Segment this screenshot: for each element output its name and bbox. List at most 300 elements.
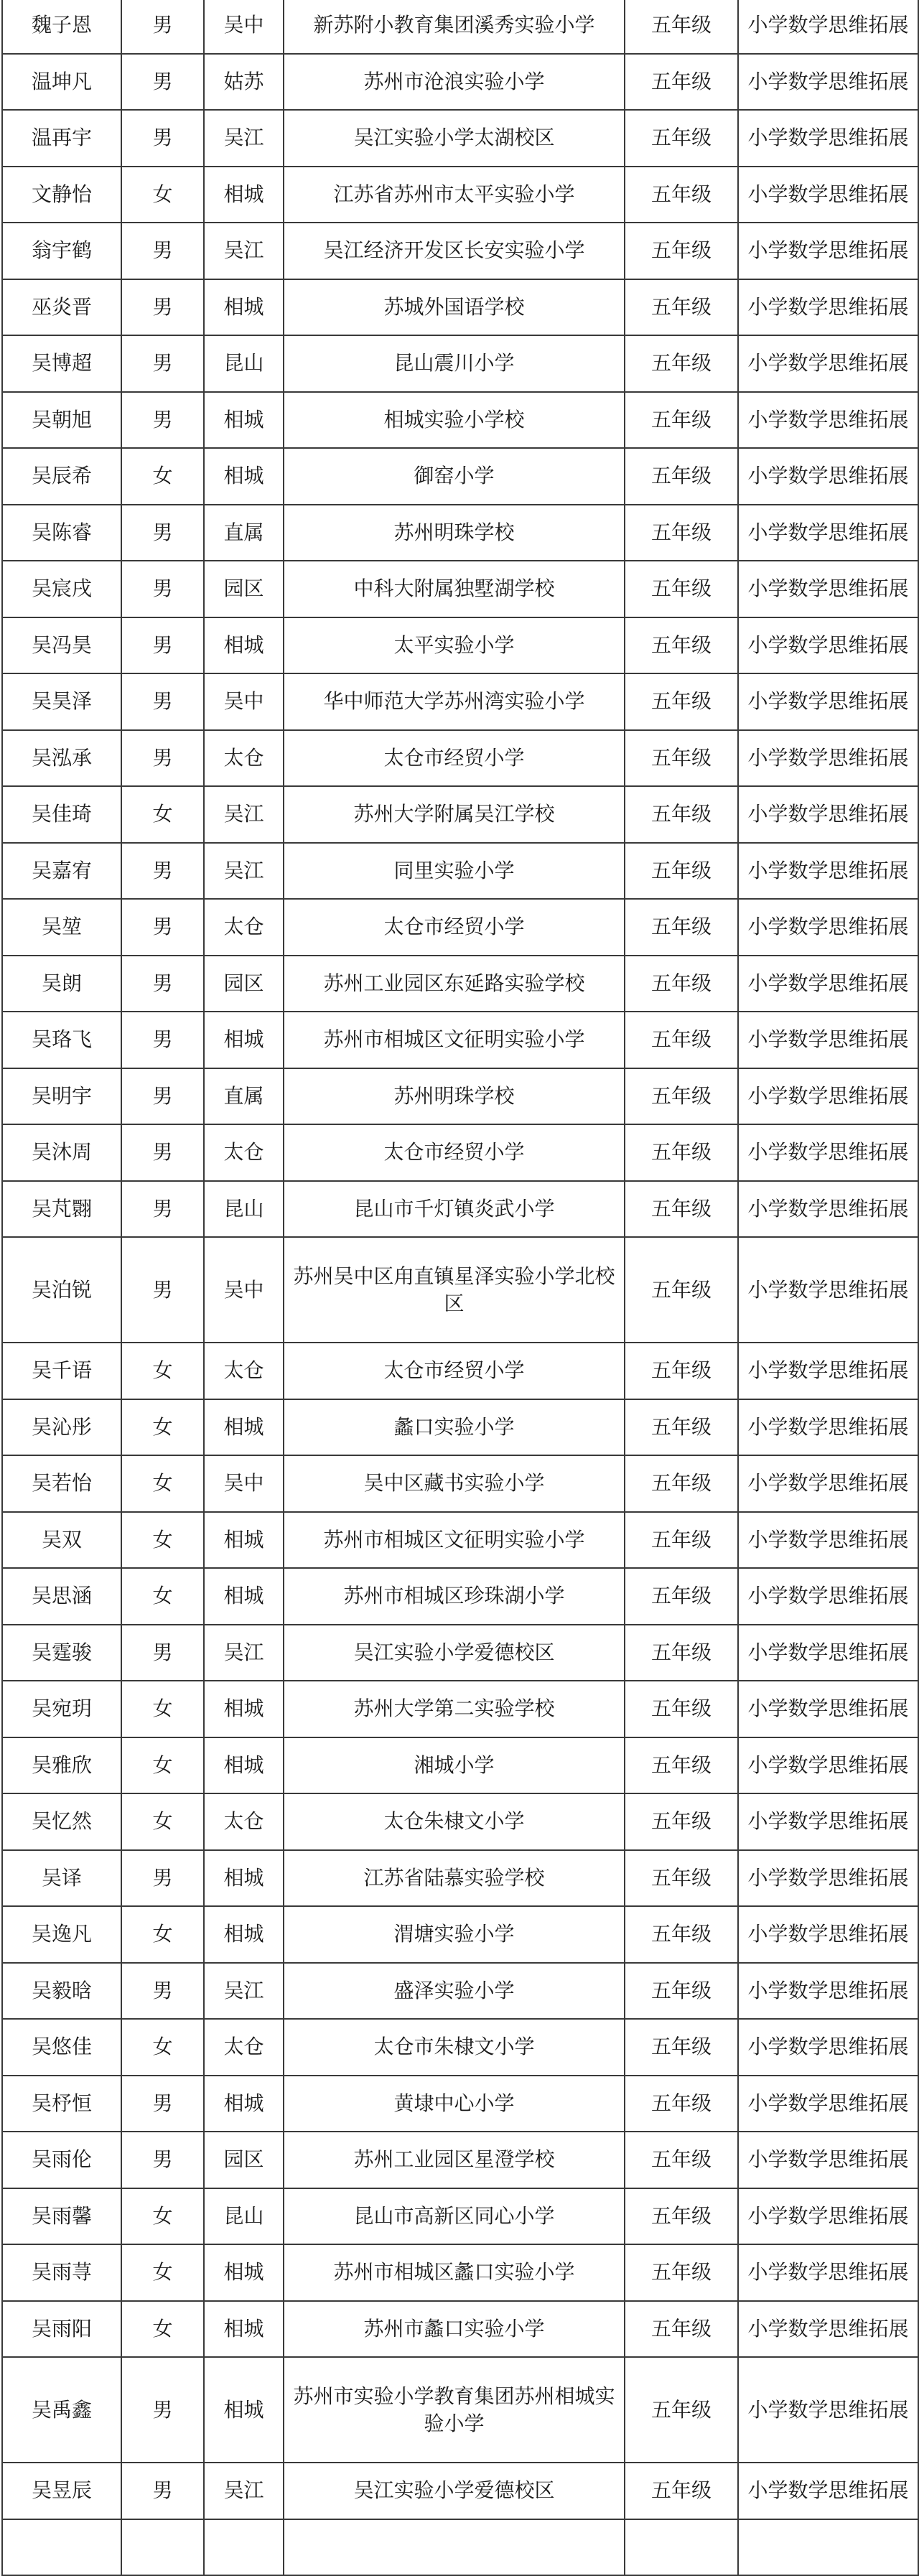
student-name-cell: 巫炎晋 (2, 279, 121, 336)
student-name-cell: 吴泊锐 (2, 1237, 121, 1343)
table-row (2, 448, 918, 505)
gender-cell: 男 (121, 1625, 204, 1681)
course-cell: 小学数学思维拓展 (738, 1963, 918, 2020)
table-row (2, 335, 918, 392)
school-cell: 华中师范大学苏州湾实验小学 (284, 673, 625, 730)
gender-cell: 女 (121, 2301, 204, 2358)
student-name-cell: 吴杼恒 (2, 2076, 121, 2132)
table-row (2, 786, 918, 843)
course-cell: 小学数学思维拓展 (738, 1237, 918, 1343)
grade-cell: 五年级 (625, 448, 738, 505)
course-cell: 小学数学思维拓展 (738, 2301, 918, 2358)
grade-cell: 五年级 (625, 786, 738, 843)
table-row (2, 2519, 918, 2576)
grade-cell: 五年级 (625, 617, 738, 674)
table-row (2, 2301, 918, 2358)
district-cell: 吴中 (204, 1237, 284, 1343)
school-cell: 黄埭中心小学 (284, 2076, 625, 2132)
gender-cell: 男 (121, 335, 204, 392)
course-cell: 小学数学思维拓展 (738, 1906, 918, 1963)
course-cell: 小学数学思维拓展 (738, 617, 918, 674)
student-name-cell: 吴泓承 (2, 730, 121, 787)
course-cell: 小学数学思维拓展 (738, 1625, 918, 1681)
student-name-cell: 吴博超 (2, 335, 121, 392)
district-cell: 太仓 (204, 1124, 284, 1181)
grade-cell: 五年级 (625, 1399, 738, 1456)
grade-cell: 五年级 (625, 1012, 738, 1068)
table-row (2, 2076, 918, 2132)
grade-cell: 五年级 (625, 1963, 738, 2020)
course-cell: 小学数学思维拓展 (738, 2076, 918, 2132)
table-row (2, 1793, 918, 1850)
grade-cell: 五年级 (625, 223, 738, 279)
district-cell: 吴中 (204, 0, 284, 54)
school-cell: 相城实验小学校 (284, 392, 625, 449)
school-cell: 苏州工业园区星澄学校 (284, 2132, 625, 2188)
gender-cell: 女 (121, 2244, 204, 2301)
student-name-cell: 吴嘉宥 (2, 843, 121, 900)
table-row (2, 1455, 918, 1512)
district-cell: 相城 (204, 1906, 284, 1963)
table-row (2, 1068, 918, 1125)
district-cell: 相城 (204, 1568, 284, 1625)
course-cell: 小学数学思维拓展 (738, 2463, 918, 2519)
grade-cell: 五年级 (625, 1455, 738, 1512)
district-cell: 相城 (204, 2244, 284, 2301)
course-cell: 小学数学思维拓展 (738, 110, 918, 167)
student-name-cell: 魏子恩 (2, 0, 121, 54)
gender-cell: 女 (121, 1793, 204, 1850)
student-name-cell: 吴沐周 (2, 1124, 121, 1181)
course-cell: 小学数学思维拓展 (738, 223, 918, 279)
grade-cell: 五年级 (625, 392, 738, 449)
district-cell: 吴江 (204, 2463, 284, 2519)
grade-cell: 五年级 (625, 899, 738, 956)
grade-cell: 五年级 (625, 1512, 738, 1569)
table-row (2, 899, 918, 956)
gender-cell: 男 (121, 1068, 204, 1125)
district-cell: 相城 (204, 1737, 284, 1794)
district-cell: 相城 (204, 1512, 284, 1569)
course-cell: 小学数学思维拓展 (738, 2188, 918, 2245)
table-row (2, 1625, 918, 1681)
student-name-cell: 吴昱辰 (2, 2463, 121, 2519)
student-name-cell (2, 2519, 121, 2576)
grade-cell: 五年级 (625, 843, 738, 900)
school-cell: 苏州市相城区文征明实验小学 (284, 1512, 625, 1569)
grade-cell: 五年级 (625, 0, 738, 54)
student-name-cell: 吴宛玥 (2, 1681, 121, 1737)
grade-cell: 五年级 (625, 1850, 738, 1907)
gender-cell: 女 (121, 1568, 204, 1625)
grade-cell: 五年级 (625, 2188, 738, 2245)
course-cell: 小学数学思维拓展 (738, 899, 918, 956)
student-name-cell: 吴明宇 (2, 1068, 121, 1125)
student-name-cell: 吴佳琦 (2, 786, 121, 843)
roster-body (2, 0, 918, 2575)
course-cell: 小学数学思维拓展 (738, 2019, 918, 2076)
gender-cell: 男 (121, 223, 204, 279)
course-cell: 小学数学思维拓展 (738, 279, 918, 336)
student-name-cell: 吴思涵 (2, 1568, 121, 1625)
grade-cell: 五年级 (625, 1625, 738, 1681)
district-cell: 吴江 (204, 843, 284, 900)
district-cell: 园区 (204, 956, 284, 1012)
table-row (2, 1568, 918, 1625)
district-cell: 吴中 (204, 1455, 284, 1512)
grade-cell: 五年级 (625, 1068, 738, 1125)
student-name-cell: 吴若怡 (2, 1455, 121, 1512)
gender-cell: 男 (121, 0, 204, 54)
grade-cell: 五年级 (625, 1181, 738, 1238)
school-cell: 苏州大学附属吴江学校 (284, 786, 625, 843)
student-name-cell: 吴芃翾 (2, 1181, 121, 1238)
district-cell: 相城 (204, 1012, 284, 1068)
student-name-cell: 吴辰希 (2, 448, 121, 505)
gender-cell: 男 (121, 899, 204, 956)
school-cell: 昆山市高新区同心小学 (284, 2188, 625, 2245)
table-row (2, 1681, 918, 1737)
table-row (2, 1512, 918, 1569)
table-row (2, 1012, 918, 1068)
course-cell: 小学数学思维拓展 (738, 167, 918, 223)
gender-cell: 男 (121, 1963, 204, 2020)
district-cell: 太仓 (204, 899, 284, 956)
course-cell: 小学数学思维拓展 (738, 1399, 918, 1456)
district-cell: 相城 (204, 279, 284, 336)
district-cell: 吴江 (204, 1963, 284, 2020)
student-name-cell: 吴悠佳 (2, 2019, 121, 2076)
gender-cell: 男 (121, 561, 204, 617)
course-cell: 小学数学思维拓展 (738, 843, 918, 900)
grade-cell: 五年级 (625, 956, 738, 1012)
course-cell: 小学数学思维拓展 (738, 956, 918, 1012)
course-cell (738, 2519, 918, 2576)
district-cell: 相城 (204, 2301, 284, 2358)
table-row (2, 1343, 918, 1399)
district-cell: 吴中 (204, 673, 284, 730)
student-name-cell: 吴昊泽 (2, 673, 121, 730)
course-cell: 小学数学思维拓展 (738, 786, 918, 843)
student-name-cell: 吴沁彤 (2, 1399, 121, 1456)
school-cell: 太仓市经贸小学 (284, 730, 625, 787)
student-name-cell: 吴冯昊 (2, 617, 121, 674)
table-row (2, 0, 918, 54)
district-cell: 太仓 (204, 1793, 284, 1850)
district-cell: 园区 (204, 561, 284, 617)
school-cell: 太平实验小学 (284, 617, 625, 674)
course-cell: 小学数学思维拓展 (738, 2244, 918, 2301)
school-cell: 苏州市沧浪实验小学 (284, 54, 625, 111)
gender-cell: 男 (121, 673, 204, 730)
gender-cell: 女 (121, 2188, 204, 2245)
gender-cell: 女 (121, 167, 204, 223)
school-cell: 盛泽实验小学 (284, 1963, 625, 2020)
course-cell: 小学数学思维拓展 (738, 2132, 918, 2188)
student-name-cell: 翁宇鹤 (2, 223, 121, 279)
gender-cell: 男 (121, 2463, 204, 2519)
gender-cell: 女 (121, 1906, 204, 1963)
district-cell: 相城 (204, 448, 284, 505)
course-cell: 小学数学思维拓展 (738, 2357, 918, 2463)
student-name-cell: 吴陈睿 (2, 505, 121, 561)
gender-cell: 男 (121, 1012, 204, 1068)
school-cell: 昆山市千灯镇炎武小学 (284, 1181, 625, 1238)
gender-cell: 女 (121, 1399, 204, 1456)
gender-cell: 男 (121, 843, 204, 900)
table-row (2, 1963, 918, 2020)
student-name-cell: 吴译 (2, 1850, 121, 1907)
grade-cell: 五年级 (625, 1681, 738, 1737)
grade-cell: 五年级 (625, 1793, 738, 1850)
table-row (2, 1181, 918, 1238)
school-cell: 渭塘实验小学 (284, 1906, 625, 1963)
student-name-cell: 吴堃 (2, 899, 121, 956)
table-row (2, 279, 918, 336)
table-row (2, 1399, 918, 1456)
grade-cell: 五年级 (625, 2244, 738, 2301)
table-row (2, 1237, 918, 1343)
student-name-cell: 吴朗 (2, 956, 121, 1012)
district-cell: 太仓 (204, 1343, 284, 1399)
student-name-cell: 吴朝旭 (2, 392, 121, 449)
student-name-cell: 吴毅晗 (2, 1963, 121, 2020)
district-cell (204, 2519, 284, 2576)
district-cell: 相城 (204, 392, 284, 449)
school-cell: 太仓朱棣文小学 (284, 1793, 625, 1850)
district-cell: 昆山 (204, 2188, 284, 2245)
course-cell: 小学数学思维拓展 (738, 1455, 918, 1512)
student-name-cell: 吴逸凡 (2, 1906, 121, 1963)
grade-cell: 五年级 (625, 2301, 738, 2358)
gender-cell: 男 (121, 1181, 204, 1238)
table-row (2, 392, 918, 449)
gender-cell: 女 (121, 1343, 204, 1399)
gender-cell: 男 (121, 2132, 204, 2188)
table-row (2, 561, 918, 617)
student-name-cell: 吴禹鑫 (2, 2357, 121, 2463)
school-cell: 苏州明珠学校 (284, 1068, 625, 1125)
district-cell: 直属 (204, 505, 284, 561)
school-cell: 苏州市相城区珍珠湖小学 (284, 1568, 625, 1625)
gender-cell: 男 (121, 279, 204, 336)
school-cell: 太仓市经贸小学 (284, 899, 625, 956)
gender-cell: 男 (121, 1237, 204, 1343)
gender-cell: 女 (121, 1455, 204, 1512)
school-cell: 苏州吴中区甪直镇星泽实验小学北校区 (284, 1237, 625, 1343)
table-row (2, 673, 918, 730)
student-name-cell: 温再宇 (2, 110, 121, 167)
table-row (2, 1850, 918, 1907)
district-cell: 吴江 (204, 223, 284, 279)
course-cell: 小学数学思维拓展 (738, 730, 918, 787)
table-row (2, 956, 918, 1012)
district-cell: 吴江 (204, 786, 284, 843)
course-cell: 小学数学思维拓展 (738, 54, 918, 111)
student-name-cell: 吴雨阳 (2, 2301, 121, 2358)
district-cell: 园区 (204, 2132, 284, 2188)
table-row (2, 2357, 918, 2463)
table-row (2, 2132, 918, 2188)
gender-cell: 男 (121, 1850, 204, 1907)
student-name-cell: 吴雨荨 (2, 2244, 121, 2301)
student-name-cell: 吴双 (2, 1512, 121, 1569)
table-row (2, 2019, 918, 2076)
school-cell: 苏城外国语学校 (284, 279, 625, 336)
district-cell: 相城 (204, 167, 284, 223)
school-cell: 中科大附属独墅湖学校 (284, 561, 625, 617)
district-cell: 相城 (204, 1681, 284, 1737)
grade-cell: 五年级 (625, 54, 738, 111)
grade-cell: 五年级 (625, 279, 738, 336)
grade-cell: 五年级 (625, 2463, 738, 2519)
district-cell: 吴江 (204, 1625, 284, 1681)
course-cell: 小学数学思维拓展 (738, 1850, 918, 1907)
grade-cell (625, 2519, 738, 2576)
student-name-cell: 文静怡 (2, 167, 121, 223)
grade-cell: 五年级 (625, 505, 738, 561)
school-cell: 蠡口实验小学 (284, 1399, 625, 1456)
gender-cell: 女 (121, 2019, 204, 2076)
course-cell: 小学数学思维拓展 (738, 335, 918, 392)
school-cell: 苏州市相城区文征明实验小学 (284, 1012, 625, 1068)
table-row (2, 505, 918, 561)
table-row (2, 167, 918, 223)
grade-cell: 五年级 (625, 2076, 738, 2132)
gender-cell: 男 (121, 392, 204, 449)
school-cell: 新苏附小教育集团溪秀实验小学 (284, 0, 625, 54)
table-row (2, 730, 918, 787)
student-name-cell: 吴雨伦 (2, 2132, 121, 2188)
grade-cell: 五年级 (625, 2019, 738, 2076)
gender-cell: 女 (121, 1512, 204, 1569)
table-row (2, 1124, 918, 1181)
course-cell: 小学数学思维拓展 (738, 1181, 918, 1238)
grade-cell: 五年级 (625, 1237, 738, 1343)
grade-cell: 五年级 (625, 335, 738, 392)
district-cell: 姑苏 (204, 54, 284, 111)
course-cell: 小学数学思维拓展 (738, 448, 918, 505)
student-roster-table (1, 0, 919, 2576)
district-cell: 相城 (204, 1850, 284, 1907)
gender-cell: 女 (121, 1737, 204, 1794)
school-cell (284, 2519, 625, 2576)
course-cell: 小学数学思维拓展 (738, 1681, 918, 1737)
school-cell: 苏州工业园区东延路实验学校 (284, 956, 625, 1012)
school-cell: 太仓市经贸小学 (284, 1343, 625, 1399)
school-cell: 太仓市经贸小学 (284, 1124, 625, 1181)
school-cell: 苏州大学第二实验学校 (284, 1681, 625, 1737)
gender-cell: 男 (121, 110, 204, 167)
course-cell: 小学数学思维拓展 (738, 1512, 918, 1569)
grade-cell: 五年级 (625, 1568, 738, 1625)
grade-cell: 五年级 (625, 673, 738, 730)
gender-cell: 女 (121, 448, 204, 505)
table-row (2, 2188, 918, 2245)
gender-cell: 女 (121, 1681, 204, 1737)
grade-cell: 五年级 (625, 1124, 738, 1181)
table-row (2, 617, 918, 674)
student-name-cell: 吴雨馨 (2, 2188, 121, 2245)
gender-cell: 男 (121, 617, 204, 674)
gender-cell: 男 (121, 505, 204, 561)
district-cell: 相城 (204, 2076, 284, 2132)
table-row (2, 843, 918, 900)
table-row (2, 223, 918, 279)
school-cell: 吴中区藏书实验小学 (284, 1455, 625, 1512)
student-name-cell: 吴忆然 (2, 1793, 121, 1850)
grade-cell: 五年级 (625, 1737, 738, 1794)
student-name-cell: 吴珞飞 (2, 1012, 121, 1068)
table-row (2, 2244, 918, 2301)
grade-cell: 五年级 (625, 730, 738, 787)
table-row (2, 1906, 918, 1963)
school-cell: 湘城小学 (284, 1737, 625, 1794)
school-cell: 吴江实验小学太湖校区 (284, 110, 625, 167)
school-cell: 吴江经济开发区长安实验小学 (284, 223, 625, 279)
course-cell: 小学数学思维拓展 (738, 673, 918, 730)
grade-cell: 五年级 (625, 1906, 738, 1963)
course-cell: 小学数学思维拓展 (738, 0, 918, 54)
school-cell: 江苏省陆慕实验学校 (284, 1850, 625, 1907)
course-cell: 小学数学思维拓展 (738, 392, 918, 449)
course-cell: 小学数学思维拓展 (738, 505, 918, 561)
table-row (2, 2463, 918, 2519)
district-cell: 相城 (204, 1399, 284, 1456)
school-cell: 同里实验小学 (284, 843, 625, 900)
course-cell: 小学数学思维拓展 (738, 1068, 918, 1125)
course-cell: 小学数学思维拓展 (738, 1343, 918, 1399)
course-cell: 小学数学思维拓展 (738, 1737, 918, 1794)
student-name-cell: 温坤凡 (2, 54, 121, 111)
gender-cell (121, 2519, 204, 2576)
gender-cell: 男 (121, 2076, 204, 2132)
district-cell: 昆山 (204, 1181, 284, 1238)
school-cell: 苏州明珠学校 (284, 505, 625, 561)
course-cell: 小学数学思维拓展 (738, 1124, 918, 1181)
table-row (2, 110, 918, 167)
student-name-cell: 吴雅欣 (2, 1737, 121, 1794)
district-cell: 直属 (204, 1068, 284, 1125)
grade-cell: 五年级 (625, 110, 738, 167)
gender-cell: 男 (121, 2357, 204, 2463)
school-cell: 吴江实验小学爱德校区 (284, 1625, 625, 1681)
student-name-cell: 吴宸戌 (2, 561, 121, 617)
grade-cell: 五年级 (625, 561, 738, 617)
student-name-cell: 吴千语 (2, 1343, 121, 1399)
school-cell: 苏州市相城区蠡口实验小学 (284, 2244, 625, 2301)
student-name-cell: 吴霆骏 (2, 1625, 121, 1681)
gender-cell: 女 (121, 786, 204, 843)
school-cell: 御窑小学 (284, 448, 625, 505)
district-cell: 太仓 (204, 730, 284, 787)
grade-cell: 五年级 (625, 1343, 738, 1399)
district-cell: 相城 (204, 2357, 284, 2463)
course-cell: 小学数学思维拓展 (738, 1012, 918, 1068)
gender-cell: 男 (121, 54, 204, 111)
school-cell: 太仓市朱棣文小学 (284, 2019, 625, 2076)
course-cell: 小学数学思维拓展 (738, 1568, 918, 1625)
gender-cell: 男 (121, 1124, 204, 1181)
school-cell: 昆山震川小学 (284, 335, 625, 392)
grade-cell: 五年级 (625, 2357, 738, 2463)
table-row (2, 54, 918, 111)
course-cell: 小学数学思维拓展 (738, 561, 918, 617)
school-cell: 苏州市蠡口实验小学 (284, 2301, 625, 2358)
district-cell: 吴江 (204, 110, 284, 167)
district-cell: 太仓 (204, 2019, 284, 2076)
school-cell: 苏州市实验小学教育集团苏州相城实验小学 (284, 2357, 625, 2463)
